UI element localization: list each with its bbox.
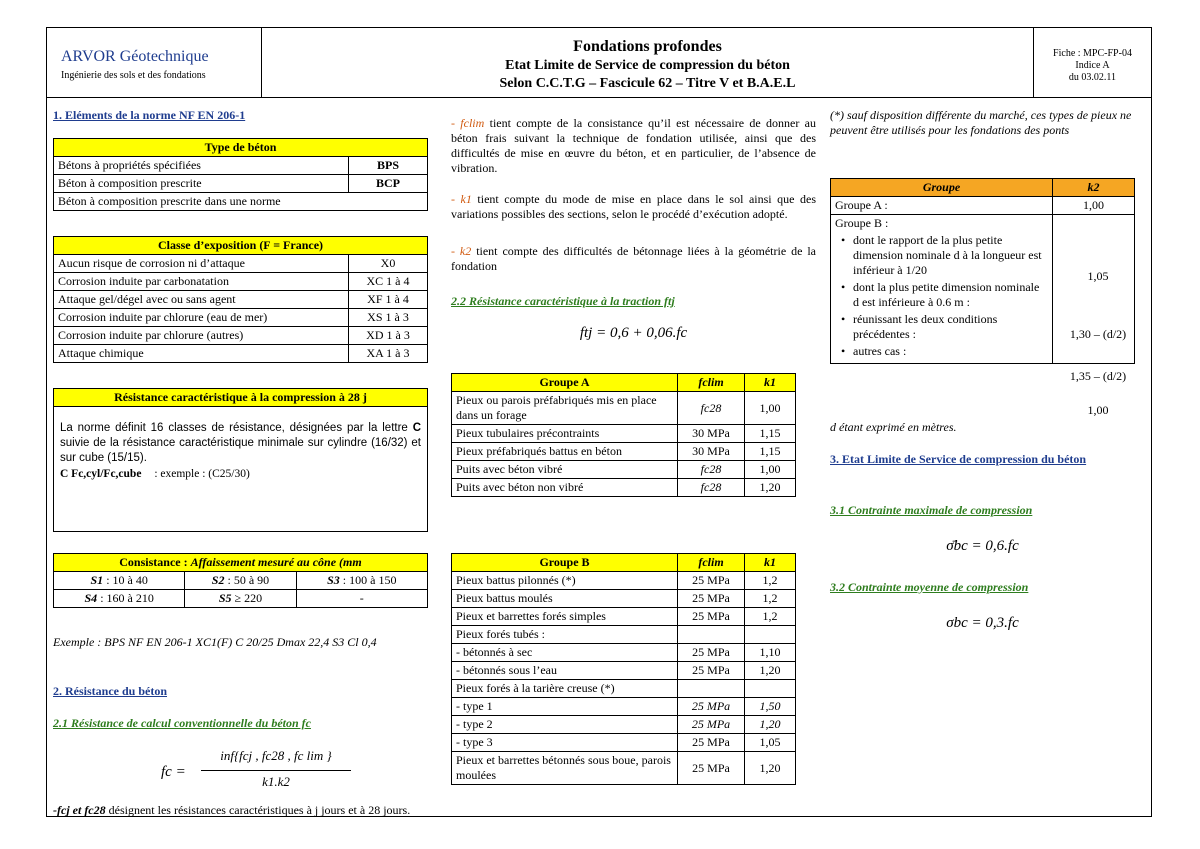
consistance-table xyxy=(53,553,428,608)
d-note: d étant exprimé en mètres. xyxy=(830,420,957,434)
table-row: Corrosion induite par carbonatation XC 1 à 4 xyxy=(54,273,428,291)
formula-sigma-max: σ̄bc = 0,6.fc xyxy=(946,538,1019,554)
fiche-id: Fiche : MPC-FP-04 xyxy=(1053,48,1132,59)
table-row: Pieux battus pilonnés (*) 25 MPa 1,2 xyxy=(452,572,796,590)
section-3-title: 3. Etat Limite de Service de compression du béton xyxy=(830,452,1087,466)
subsection-2-1-title: 2.1 Résistance de calcul conventionnelle du béton fc xyxy=(53,716,311,730)
exposition-header: Classe d’exposition (F = France) xyxy=(54,237,428,255)
table-row: Puits avec béton vibré fc28 1,00 xyxy=(452,461,796,479)
company-name: ARVOR Géotechnique xyxy=(61,48,209,65)
note-fcj: -fcj et fc28 désignent les résistances caractéristiques à j jours et à 28 jours. xyxy=(53,803,411,817)
table-row: - bétonnés sous l’eau 25 MPa 1,20 xyxy=(452,662,796,680)
table-row: Pieux battus moulés 25 MPa 1,2 xyxy=(452,590,796,608)
exposition-table xyxy=(53,236,428,363)
table-row: Pieux préfabriqués battus en béton 30 MPa 1,15 xyxy=(452,443,796,461)
groupe-b-table: Groupe B fclim k1 Pieux battus pilonnés (*) 25 MPa 1,2 Pieux battus moulés 25 MPa 1,2 Pieux et barrettes forés simples 25 MPa 1,2 Pieux forés tubés : - bétonnés à sec 25 MPa 1,10 - bétonnés sous l’eau 25 MPa 1,20 Pieux forés à la tarière creuse (*) - type 1 25 MPa 1,50 - type 2 25 MPa 1,20 - type 3 25 MPa 1,05 Pieux et barrettes bétonnés sous boue, parois moulées 25 MPa 1,20 xyxy=(451,553,796,785)
table-row: Pieux ou parois préfabriqués mis en place dans un forage fc28 1,00 xyxy=(452,392,796,425)
formula-sigma-moy: σbc = 0,3.fc xyxy=(946,615,1019,631)
subsection-2-2-title: 2.2 Résistance caractéristique à la traction ftj xyxy=(451,294,675,308)
table-row: Béton à composition prescrite dans une norme xyxy=(54,193,428,211)
table-row: - bétonnés à sec 25 MPa 1,10 xyxy=(452,644,796,662)
table-row: S4 : 160 à 210 S5 ≥ 220 - xyxy=(54,590,428,608)
title-main: Fondations profondes xyxy=(573,38,722,55)
resistance-table xyxy=(53,388,428,532)
header-company-box xyxy=(47,28,262,98)
footnote-ponts: (*) sauf disposition différente du marché, ces types de pieux ne peuvent être utilisés pour les fondations des ponts xyxy=(830,108,1132,137)
k2-table: Groupe k2 Groupe A : 1,00 Groupe B : • dont le rapport de la plus petite dimension nominale d à la longueur est inférieur à 1/20 • dont la plus petite dimension nominale d est inférieure à 0.6 m : • réunissant les deux conditions précédentes : • autres cas : 1,05 1,30 – (d/2) 1,35 – (d/2) 1,00 xyxy=(830,178,1135,364)
table-row: Corrosion induite par chlorure (eau de mer) XS 1 à 3 xyxy=(54,309,428,327)
header-title-box xyxy=(262,28,1034,98)
paragraph-k1: - k1 tient compte du mode de mise en place dans le sol ainsi que des variations possibles des sections, selon le procédé d’exécution adopté. xyxy=(451,192,817,221)
company-tagline: Ingénierie des sols et des fondations xyxy=(61,70,206,81)
table-row: Pieux forés tubés : xyxy=(452,626,796,644)
table-row: Puits avec béton non vibré fc28 1,20 xyxy=(452,479,796,497)
paragraph-k2: - k2 tient compte des difficultés de bétonnage liées à la géométrie de la fondation xyxy=(451,244,817,273)
paragraph-fclim: - fclim tient compte de la consistance qu’il est nécessaire de donner au béton frais suivant la technique de fondation utilisée, ainsi que des difficultés de mise en œuvre du béton, et en particulier, de l’absence de vibration. xyxy=(451,116,817,175)
table-row: Groupe B : • dont le rapport de la plus petite dimension nominale d à la longueur est inférieur à 1/20 • dont la plus petite dimension nominale d est inférieure à 0.6 m : • réunissant les deux conditions précédentes : • autres cas : 1,05 1,30 – (d/2) 1,35 – (d/2) 1,00 xyxy=(831,215,1135,364)
header-meta-box xyxy=(1034,28,1151,98)
resistance-header: Résistance caractéristique à la compression à 28 j xyxy=(54,389,428,407)
fiche-indice: Indice A xyxy=(1075,60,1110,71)
subsection-3-1-title: 3.1 Contrainte maximale de compression xyxy=(830,503,1033,517)
section-2-title: 2. Résistance du béton xyxy=(53,684,168,698)
table-row: - type 1 25 MPa 1,50 xyxy=(452,698,796,716)
type-beton-table xyxy=(53,138,428,211)
example-line: Exemple : BPS NF EN 206-1 XC1(F) C 20/25 Dmax 22,4 S3 Cl 0,4 xyxy=(53,635,377,649)
subsection-3-2-title: 3.2 Contrainte moyenne de compression xyxy=(830,580,1029,594)
title-sub: Etat Limite de Service de compression du béton xyxy=(505,58,790,73)
resistance-body: La norme définit 16 classes de résistance, désignées par la lettre C suivie de la résistance caractéristique minimale sur cylindre (16/32) et sur cube (15/15). C Fc,cyl/Fc,cube : exemple : (C25/30) xyxy=(54,407,428,532)
table-row: Attaque gel/dégel avec ou sans agent XF 1 à 4 xyxy=(54,291,428,309)
formula-fc: fc = inf{fcj , fc28 , fc lim } k1.k2 xyxy=(161,748,351,798)
groupe-a-table: Groupe A fclim k1 Pieux ou parois préfabriqués mis en place dans un forage fc28 1,00 Pieux tubulaires précontraints 30 MPa 1,15 Pieux préfabriqués battus en béton 30 MPa 1,15 Puits avec béton vibré fc28 1,00 Puits avec béton non vibré fc28 1,20 xyxy=(451,373,796,497)
table-row: S1 : 10 à 40 S2 : 50 à 90 S3 : 100 à 150 xyxy=(54,572,428,590)
formula-ftj: ftj = 0,6 + 0,06.fc xyxy=(579,325,688,341)
table-row: - type 2 25 MPa 1,20 xyxy=(452,716,796,734)
consistance-header: Consistance : Affaissement mesuré au cône (mm xyxy=(54,554,428,572)
table-row: Pieux forés à la tarière creuse (*) xyxy=(452,680,796,698)
table-row: Groupe A : 1,00 xyxy=(831,197,1135,215)
table-row: Pieux et barrettes bétonnés sous boue, parois moulées 25 MPa 1,20 xyxy=(452,752,796,785)
fiche-date: du 03.02.11 xyxy=(1068,72,1117,83)
resistance-formula: C Fc,cyl/Fc,cube xyxy=(60,468,142,480)
table-row: Pieux tubulaires précontraints 30 MPa 1,15 xyxy=(452,425,796,443)
document-sheet xyxy=(46,27,1152,817)
table-row: Bétons à propriétés spécifiées BPS xyxy=(54,157,428,175)
resistance-example: : exemple : (C25/30) xyxy=(154,468,250,480)
table-row: Corrosion induite par chlorure (autres) XD 1 à 3 xyxy=(54,327,428,345)
title-reference: Selon C.C.T.G – Fascicule 62 – Titre V et B.A.E.L xyxy=(499,76,796,91)
section-1-title: 1. Eléments de la norme NF EN 206-1 xyxy=(53,108,246,122)
table-row: Attaque chimique XA 1 à 3 xyxy=(54,345,428,363)
table-row: - type 3 25 MPa 1,05 xyxy=(452,734,796,752)
type-beton-header: Type de béton xyxy=(54,139,428,157)
table-row: Pieux et barrettes forés simples 25 MPa 1,2 xyxy=(452,608,796,626)
table-row: Aucun risque de corrosion ni d’attaque X0 xyxy=(54,255,428,273)
table-row: Béton à composition prescrite BCP xyxy=(54,175,428,193)
